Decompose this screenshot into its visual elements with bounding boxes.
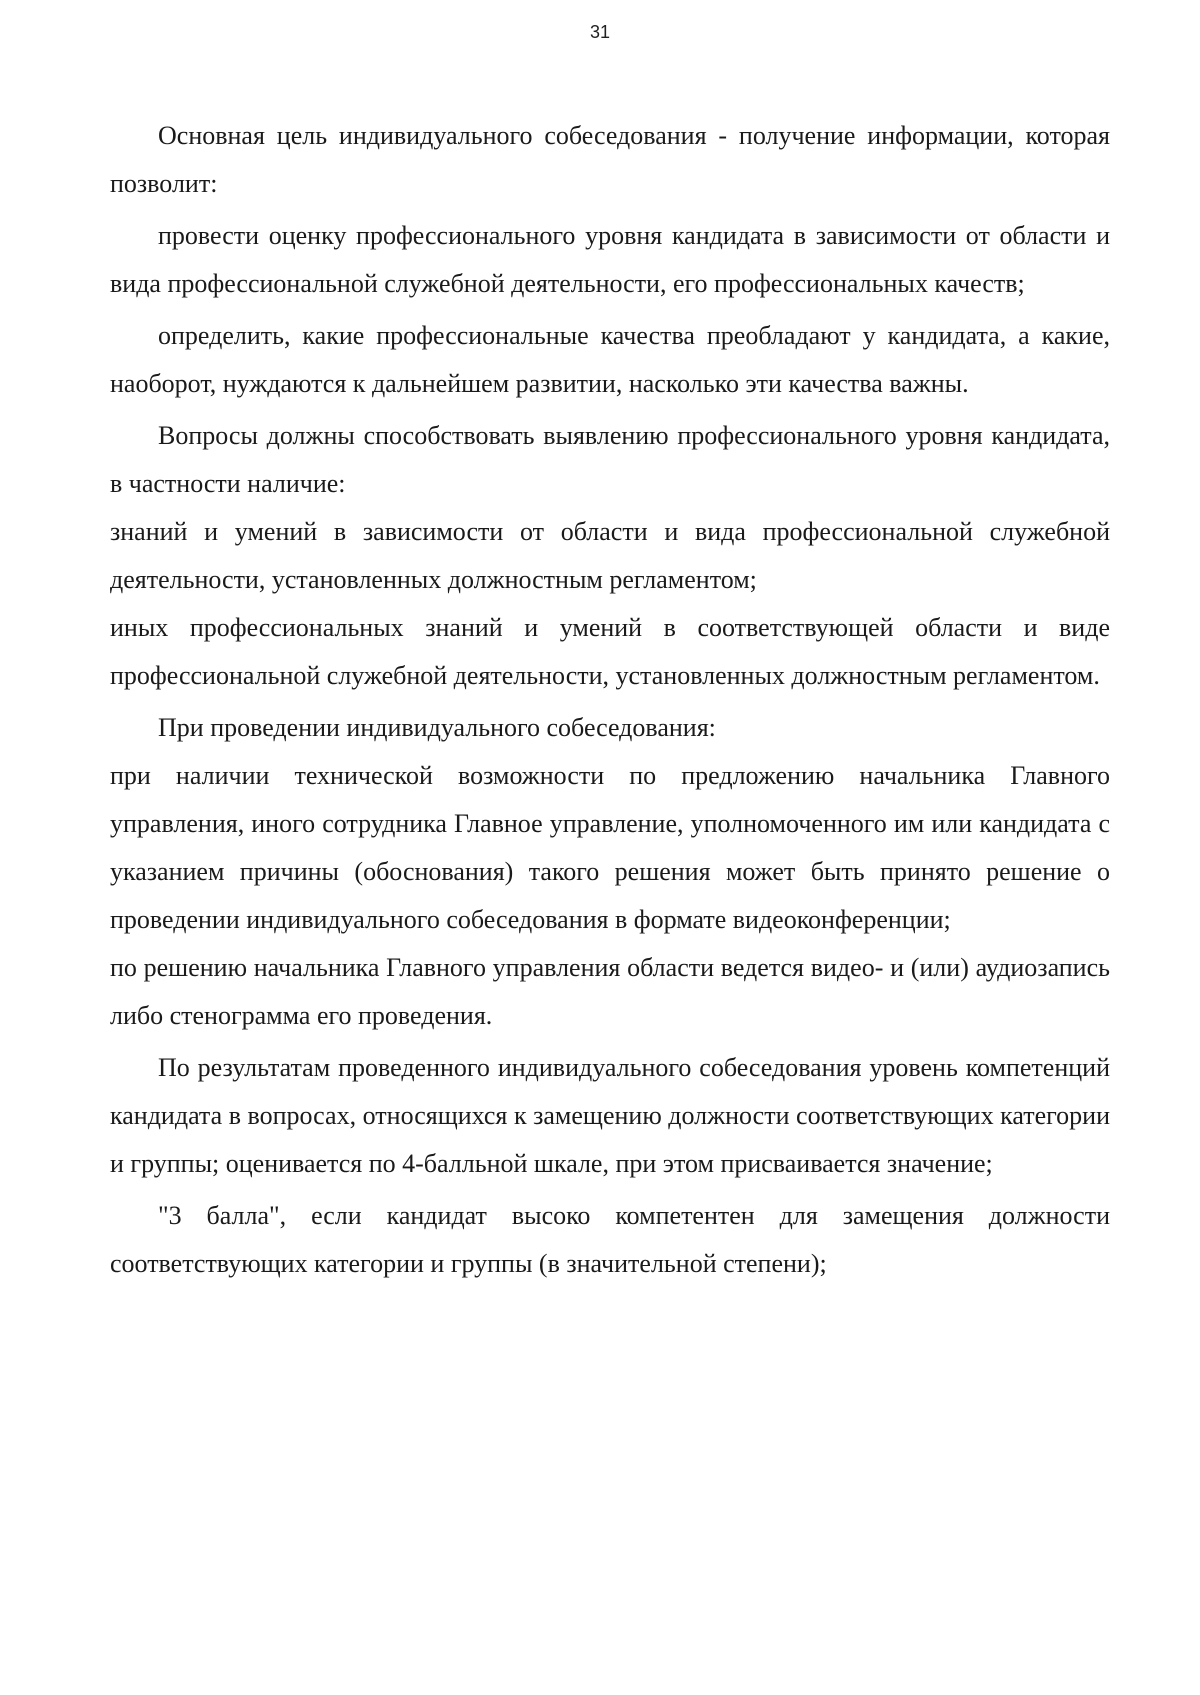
paragraph-videoconference: при наличии технической возможности по предложению начальника Главного управления, иного сотрудника Главное управление, уполномоченного им или кандидата с указанием причины (обоснования) такого решения может быть принято решение о проведении индивидуального собеседования в формате видеоконференции; (110, 761, 1110, 934)
paragraph-determine-qualities: определить, какие профессиональные качества преобладают у кандидата, а какие, наоборот, нуждаются к дальнейшем развитии, насколько эти качества важны. (110, 321, 1110, 398)
paragraph-conducting: При проведении индивидуального собеседования: (158, 713, 716, 742)
document-body (110, 112, 1110, 1288)
paragraph-three-points: "3 балла", если кандидат высоко компетентен для замещения должности соответствующих категории и группы (в значительной степени); (110, 1201, 1110, 1278)
paragraph-questions: Вопросы должны способствовать выявлению профессионального уровня кандидата, в частности наличие: (110, 421, 1110, 498)
paragraph-recording: по решению начальника Главного управления области ведется видео- и (или) аудиозапись либо стенограмма его проведения. (110, 953, 1110, 1030)
paragraph-other-knowledge: иных профессиональных знаний и умений в соответствующей области и виде профессиональной служебной деятельности, установленных должностным регламентом. (110, 613, 1110, 690)
paragraph-results: По результатам проведенного индивидуального собеседования уровень компетенций кандидата в вопросах, относящихся к замещению должности соответствующих категории и группы; оценивается по 4-балльной шкале, при этом присваивается значение; (110, 1053, 1110, 1178)
paragraph-assess-level: провести оценку профессионального уровня кандидата в зависимости от области и вида профессиональной служебной деятельности, его профессиональных качеств; (110, 221, 1110, 298)
paragraph-knowledge: знаний и умений в зависимости от области и вида профессиональной служебной деятельности, установленных должностным регламентом; (110, 517, 1110, 594)
page-number: 31 (589, 22, 611, 42)
paragraph-purpose: Основная цель индивидуального собеседования - получение информации, которая позволит: (110, 121, 1110, 198)
